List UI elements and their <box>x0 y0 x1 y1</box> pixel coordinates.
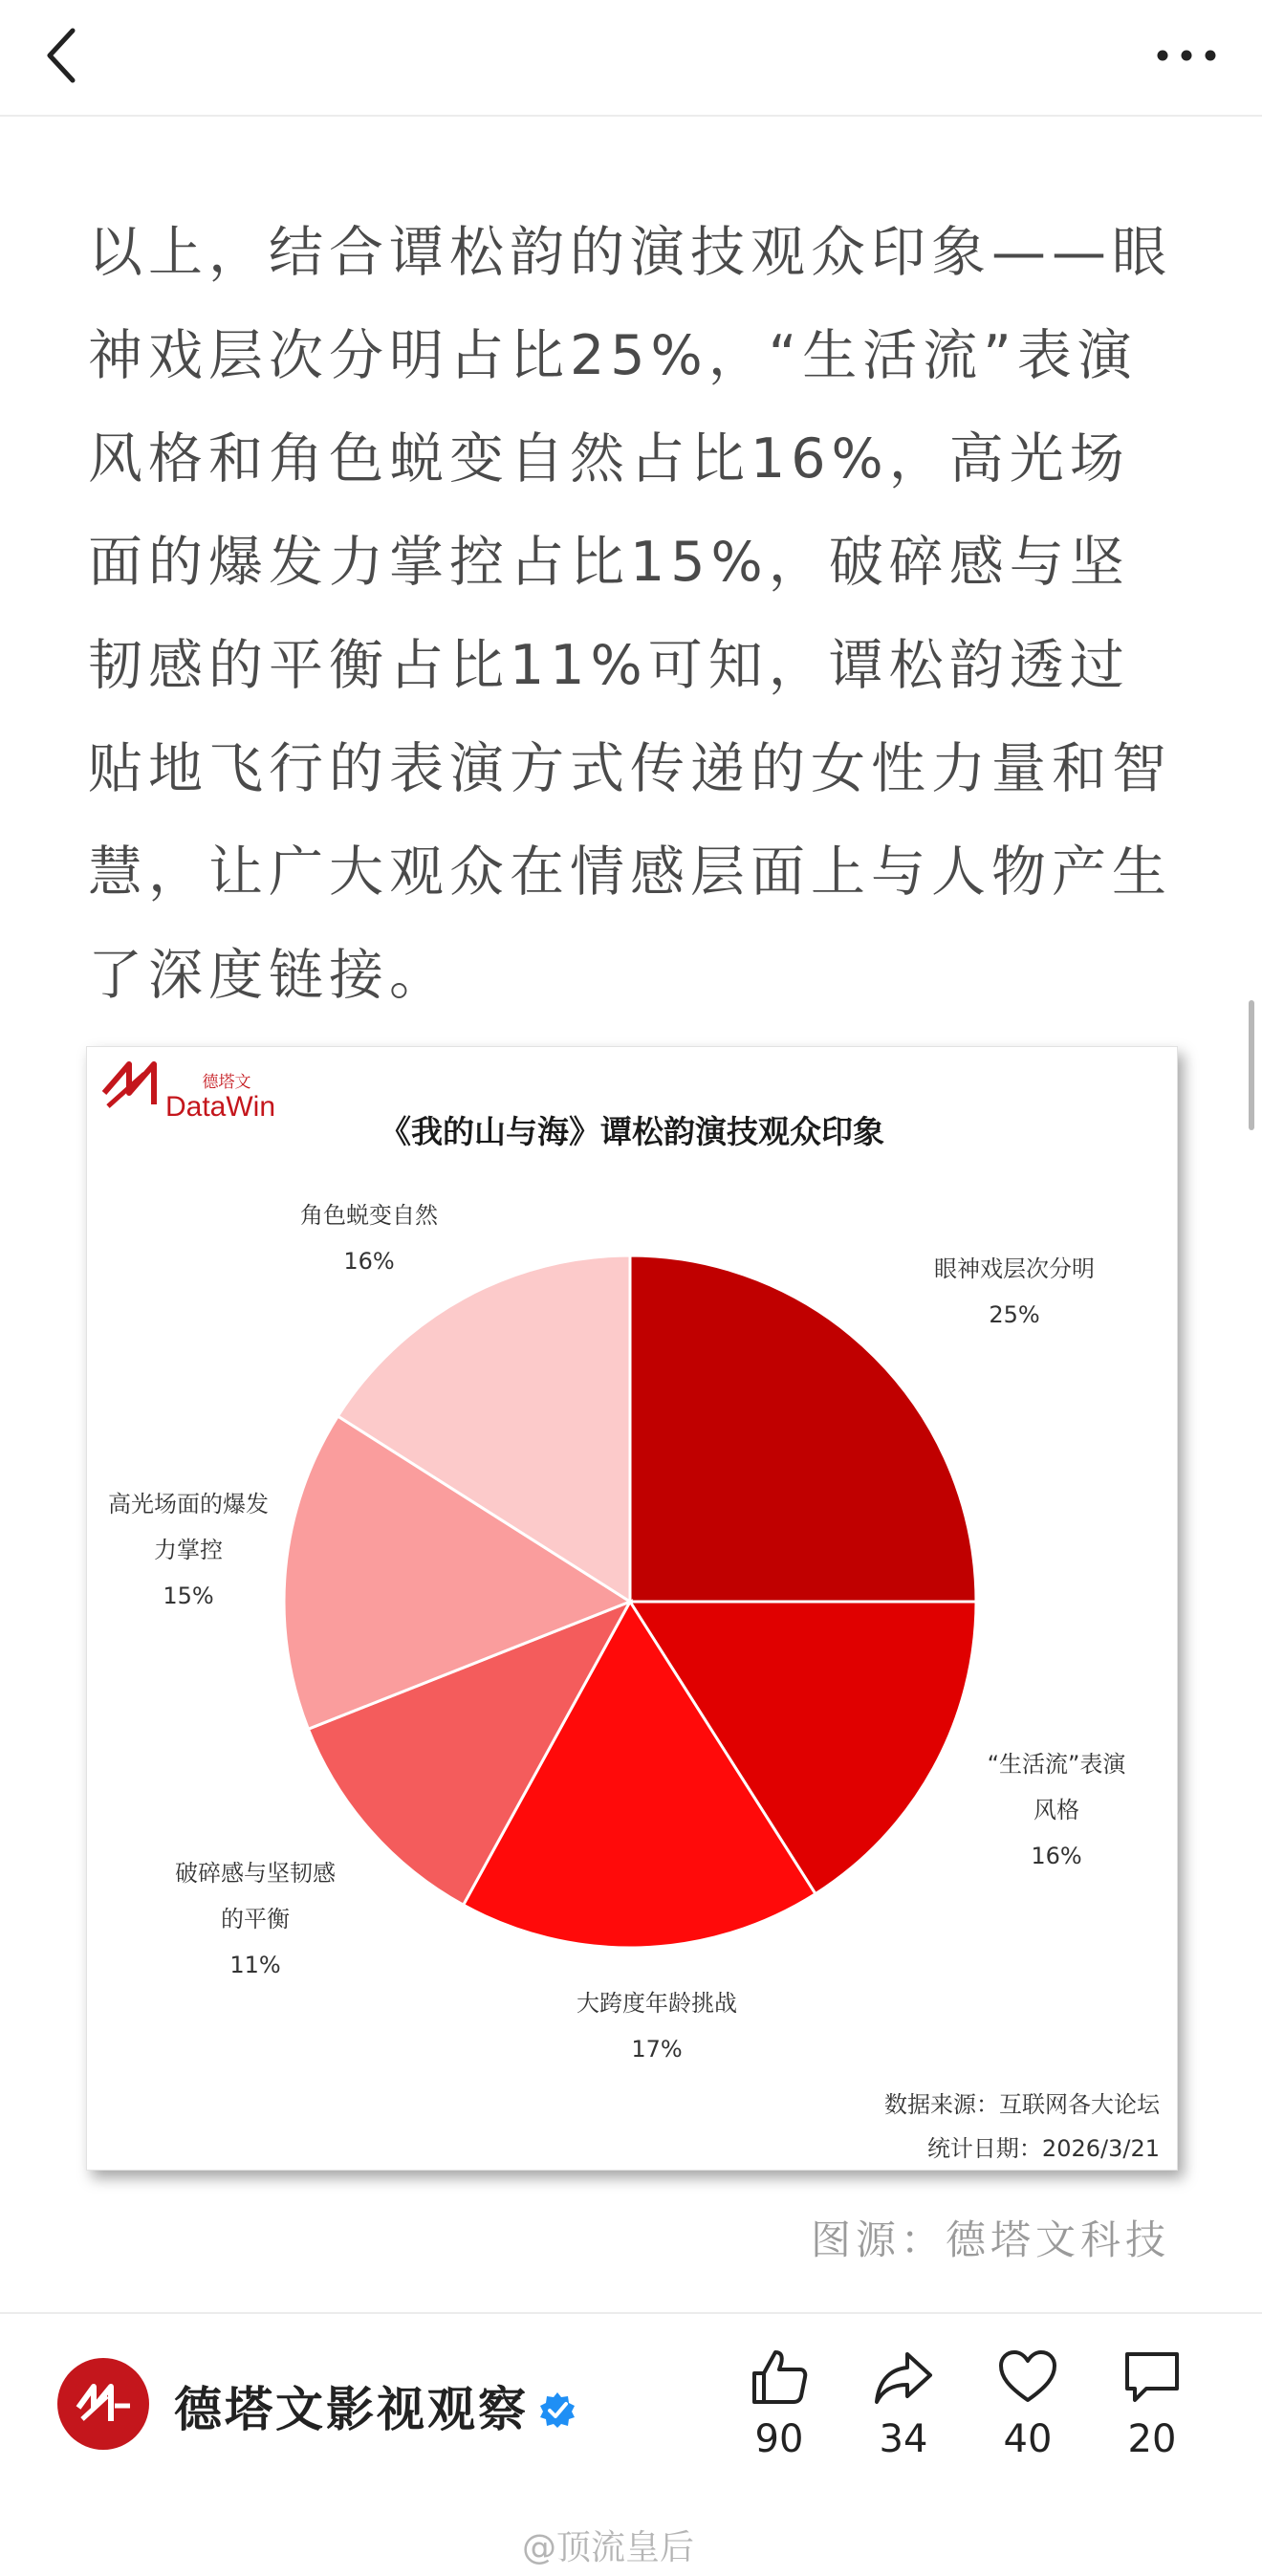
scrollbar[interactable] <box>1249 1000 1254 1130</box>
like-button[interactable] <box>727 2348 832 2461</box>
article-paragraph: 以上，结合谭松韵的演技观众印象——眼神戏层次分明占比25%，“生活流”表演风格和角色蜕变自然占比16%，高光场面的爆发力掌控占比15%，破碎感与坚韧感的平衡占比11%可知，谭松韵透过贴地飞行的表演方式传递的女性力量和智慧，让广大观众在情感层面上与人物产生了深度链接。 <box>88 221 1172 1007</box>
pie-slice-label: 眼神戏层次分明 25% <box>934 1255 1095 1328</box>
comment-count: 20 <box>1127 2417 1177 2461</box>
chart-image[interactable] <box>86 1046 1178 2171</box>
favorite-button[interactable] <box>975 2348 1080 2461</box>
share-icon <box>873 2348 934 2406</box>
back-button[interactable] <box>38 25 90 86</box>
datawin-logo <box>104 1064 275 1123</box>
share-count: 34 <box>879 2417 928 2461</box>
share-button[interactable] <box>851 2348 956 2461</box>
avatar[interactable] <box>57 2358 149 2450</box>
logo-text: DataWin <box>165 1091 276 1123</box>
pie-slice-label: “生活流”表演风格 16% <box>987 1751 1126 1869</box>
image-caption: 图源：德塔文科技 <box>810 2216 1170 2263</box>
heart-icon <box>997 2348 1058 2406</box>
author-name[interactable]: 德塔文影视观察 <box>174 2382 529 2437</box>
comment-button[interactable] <box>1099 2348 1205 2461</box>
pie-slice-label: 角色蜕变自然 16% <box>300 1202 438 1275</box>
more-horizontal-icon <box>1153 38 1220 73</box>
pie-slice-label: 高光场面的爆发力掌控 15% <box>108 1491 269 1609</box>
chevron-left-icon <box>38 25 90 86</box>
pie-slices <box>284 1255 976 1948</box>
pie-chart <box>87 1047 1177 2170</box>
author-name-row[interactable] <box>174 2371 577 2440</box>
comment-icon <box>1121 2348 1183 2406</box>
like-count: 90 <box>754 2417 804 2461</box>
chart-title: 《我的山与海》谭松韵演技观众印象 <box>380 1113 884 1150</box>
data-source: 数据来源：互联网各大论坛 <box>884 2091 1160 2118</box>
logo-cn-text: 德塔文 <box>202 1073 251 1092</box>
pie-slice <box>630 1255 976 1602</box>
favorite-count: 40 <box>1003 2417 1053 2461</box>
watermark: @顶流皇后 <box>522 2528 695 2567</box>
top-bar <box>0 0 1262 117</box>
more-button[interactable] <box>1153 38 1220 73</box>
avatar-logo-icon <box>57 2358 149 2450</box>
verified-badge-icon <box>538 2390 577 2429</box>
stat-date: 统计日期：2026/3/21 <box>926 2135 1160 2162</box>
pie-slice-label: 破碎感与坚韧感的平衡 11% <box>175 1860 336 1978</box>
thumbs-up-icon <box>749 2348 810 2406</box>
pie-slice-label: 大跨度年龄挑战 17% <box>577 1990 737 2063</box>
